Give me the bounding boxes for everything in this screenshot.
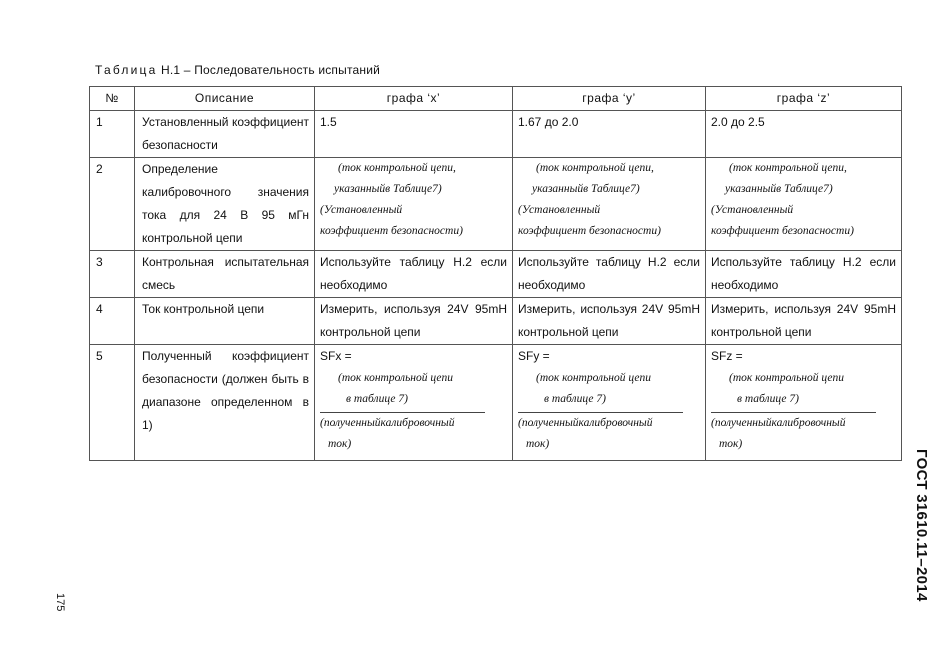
row-number: 3: [90, 251, 135, 298]
row-number: 2: [90, 158, 135, 251]
table-row: [90, 111, 902, 158]
header-column-y: графа ‘y’: [513, 87, 706, 111]
header-number: №: [90, 87, 135, 111]
formula-numerator: (ток контрольной цепи: [536, 372, 652, 384]
cell-x: 1.5: [315, 111, 513, 158]
formula-denominator: (полученныйкалибровочный: [518, 417, 653, 429]
formula-numerator: в таблице 7): [544, 393, 606, 405]
formula-line: указанныйв Таблице7): [725, 183, 833, 195]
table-row: [90, 158, 902, 251]
page-number: 175: [54, 593, 66, 612]
formula-numerator: (ток контрольной цепи: [729, 372, 845, 384]
sf-label: SFz =: [711, 349, 743, 363]
cell-x: Измерить, используя 24V 95mH контрольной цепи: [315, 298, 513, 345]
formula-denominator: ток): [328, 438, 352, 450]
sf-label: SFx =: [320, 349, 352, 363]
formula-denominator: (полученныйкалибровочный: [320, 417, 455, 429]
formula-denominator: ток): [719, 438, 743, 450]
formula-line: указанныйв Таблице7): [532, 183, 640, 195]
table-row: [90, 298, 902, 345]
row-description: Полученный коэффициент безопасности (должен быть в диапазоне определенном в 1): [135, 345, 315, 461]
formula-line: указанныйв Таблице7): [334, 183, 442, 195]
formula-line: (ток контрольной цепи,: [338, 162, 456, 174]
cell-z: Используйте таблицу H.2 если необходимо: [706, 251, 902, 298]
header-description: Описание: [135, 87, 315, 111]
row-description: Ток контрольной цепи: [135, 298, 315, 345]
row-description: Контрольная испытательная смесь: [135, 251, 315, 298]
caption-text: H.1 – Последовательность испытаний: [161, 63, 381, 77]
cell-y: Измерить, используя 24V 95mH контрольной цепи: [513, 298, 706, 345]
cell-x-formula: [315, 158, 513, 251]
row-number: 1: [90, 111, 135, 158]
cell-z-formula: [706, 158, 902, 251]
cell-y-formula: [513, 158, 706, 251]
table-row: [90, 251, 902, 298]
formula-line: коэффициент безопасности): [320, 225, 463, 237]
formula-line: (ток контрольной цепи,: [729, 162, 847, 174]
formula-line: коэффициент безопасности): [518, 225, 661, 237]
row-number: 4: [90, 298, 135, 345]
row-number: 5: [90, 345, 135, 461]
row-description: Установленный коэффициент безопасности: [135, 111, 315, 158]
formula-line: (Установленный: [518, 204, 601, 216]
cell-z: 2.0 до 2.5: [706, 111, 902, 158]
caption-prefix: Таблица: [95, 63, 158, 77]
formula-denominator: (полученныйкалибровочный: [711, 417, 846, 429]
table-caption: [95, 63, 380, 77]
formula-numerator: в таблице 7): [346, 393, 408, 405]
cell-x-formula: [315, 345, 513, 461]
cell-y-formula: [513, 345, 706, 461]
cell-z: Измерить, используя 24V 95mH контрольной цепи: [706, 298, 902, 345]
row-description: Определение калибровочного значения тока для 24 В 95 мГн контрольной цепи: [135, 158, 315, 251]
header-column-z: графа ‘z’: [706, 87, 902, 111]
formula-line: (Установленный: [320, 204, 403, 216]
formula-numerator: в таблице 7): [737, 393, 799, 405]
formula-line: (Установленный: [711, 204, 794, 216]
cell-x: Используйте таблицу H.2 если необходимо: [315, 251, 513, 298]
formula-line: (ток контрольной цепи,: [536, 162, 654, 174]
cell-z-formula: [706, 345, 902, 461]
cell-y: 1.67 до 2.0: [513, 111, 706, 158]
document-standard-title: ГОСТ 31610.11–2014: [913, 449, 930, 602]
table-row: [90, 345, 902, 461]
table-header-row: [90, 87, 902, 111]
sf-label: SFy =: [518, 349, 550, 363]
cell-y: Используйте таблицу H.2 если необходимо: [513, 251, 706, 298]
formula-numerator: (ток контрольной цепи: [338, 372, 454, 384]
formula-line: коэффициент безопасности): [711, 225, 854, 237]
header-column-x: графа ‘x’: [315, 87, 513, 111]
formula-denominator: ток): [526, 438, 550, 450]
test-sequence-table: [89, 86, 902, 461]
